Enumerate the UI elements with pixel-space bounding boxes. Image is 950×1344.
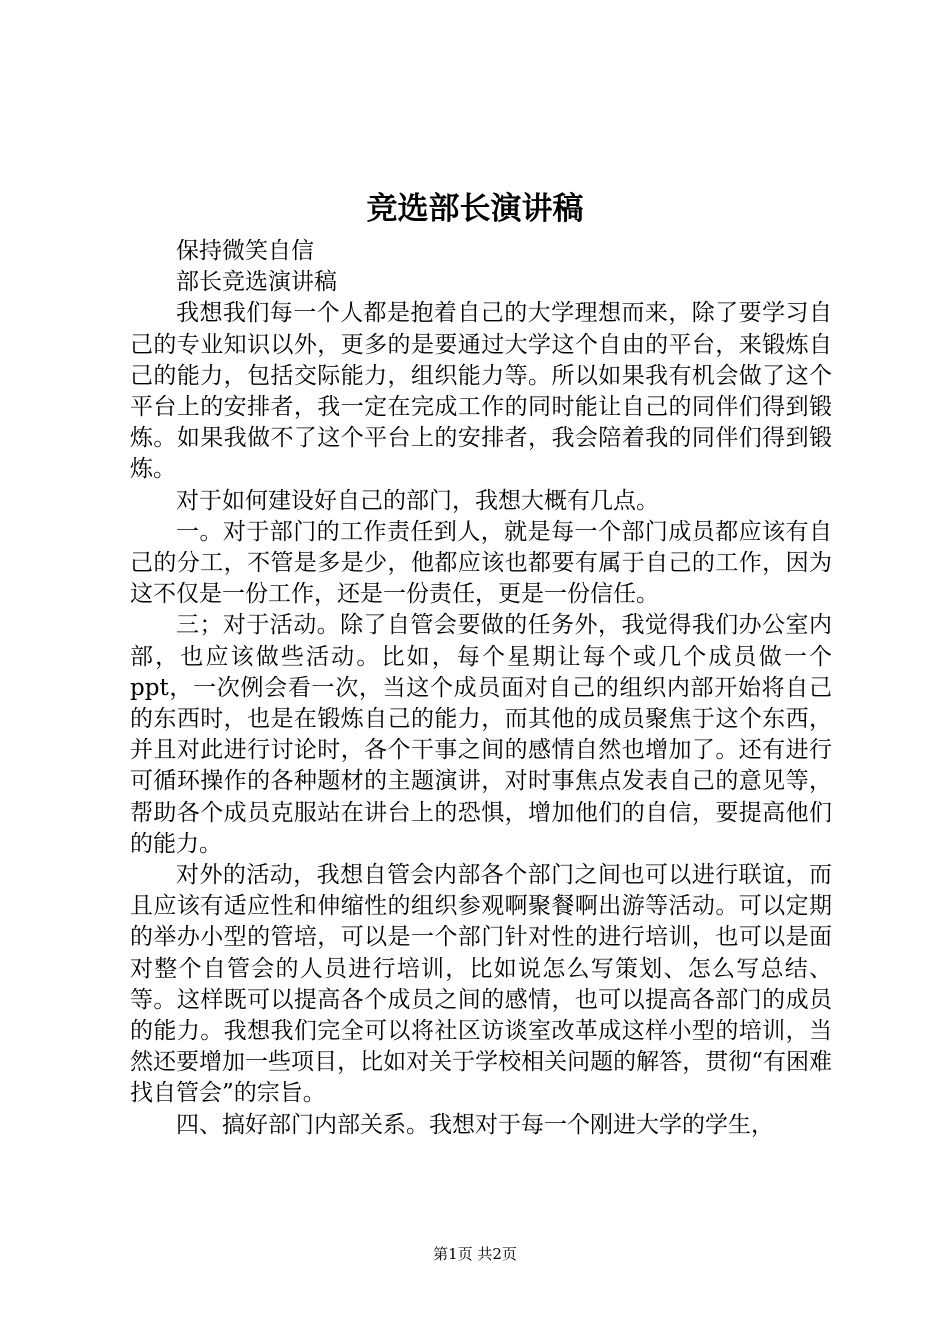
page-footer: 第1页 共2页 xyxy=(433,1245,517,1263)
paragraph: 保持微笑自信 xyxy=(176,238,314,264)
page-title: 竞选部长演讲稿 xyxy=(366,191,584,227)
paragraph: 对外的活动，我想自管会内部各个部门之间也可以进行联谊，而且应该有适应性和伸缩性的组织参观啊聚餐啊出游等活动。可以定期的举办小型的管培，可以是一个部门针对性的进行培训，也可以是面对整个自管会的人员进行培训，比如说怎么写策划、怎么写总结、等。这样既可以提高各个成员之间的感情，也可以提高各部门的成员的能力。我想我们完全可以将社区访谈室改革成这样小型的培训，当然还要增加一些项目，比如对关于学校相关问题的解答，贯彻“有困难找自管会”的宗旨。 xyxy=(130,862,832,1107)
paragraph: 我想我们每一个人都是抱着自己的大学理想而来，除了要学习自己的专业知识以外，更多的是要通过大学这个自由的平台，来锻炼自己的能力，包括交际能力，组织能力等。所以如果我有机会做了这个平台上的安排者，我一定在完成工作的同时能让自己的同伴们得到锻炼。如果我做不了这个平台上的安排者，我会陪着我的同伴们得到锻炼。 xyxy=(130,300,832,483)
paragraph: 三；对于活动。除了自管会要做的任务外，我觉得我们办公室内部，也应该做些活动。比如，每个星期让每个或几个成员做一个ppt，一次例会看一次，当这个成员面对自己的组织内部开始将自己的东西时，也是在锻炼自己的能力，而其他的成员聚焦于这个东西，并且对此进行讨论时，各个干事之间的感情自然也增加了。还有进行可循环操作的各种题材的主题演讲，对时事焦点发表自己的意见等，帮助各个成员克服站在讲台上的恐惧，增加他们的自信，要提高他们的能力。 xyxy=(130,612,832,857)
paragraph: 对于如何建设好自己的部门，我想大概有几点。 xyxy=(176,487,659,514)
paragraph: 部长竞选演讲稿 xyxy=(176,269,337,296)
paragraph: 四、搞好部门内部关系。我想对于每一个刚进大学的学生， xyxy=(176,1111,774,1138)
paragraph: 一。对于部门的工作责任到人，就是每一个部门成员都应该有自己的分工，不管是多是少，他都应该也都要有属于自己的工作，因为这不仅是一份工作，还是一份责任，更是一份信任。 xyxy=(130,518,832,608)
document-body xyxy=(130,236,832,1141)
